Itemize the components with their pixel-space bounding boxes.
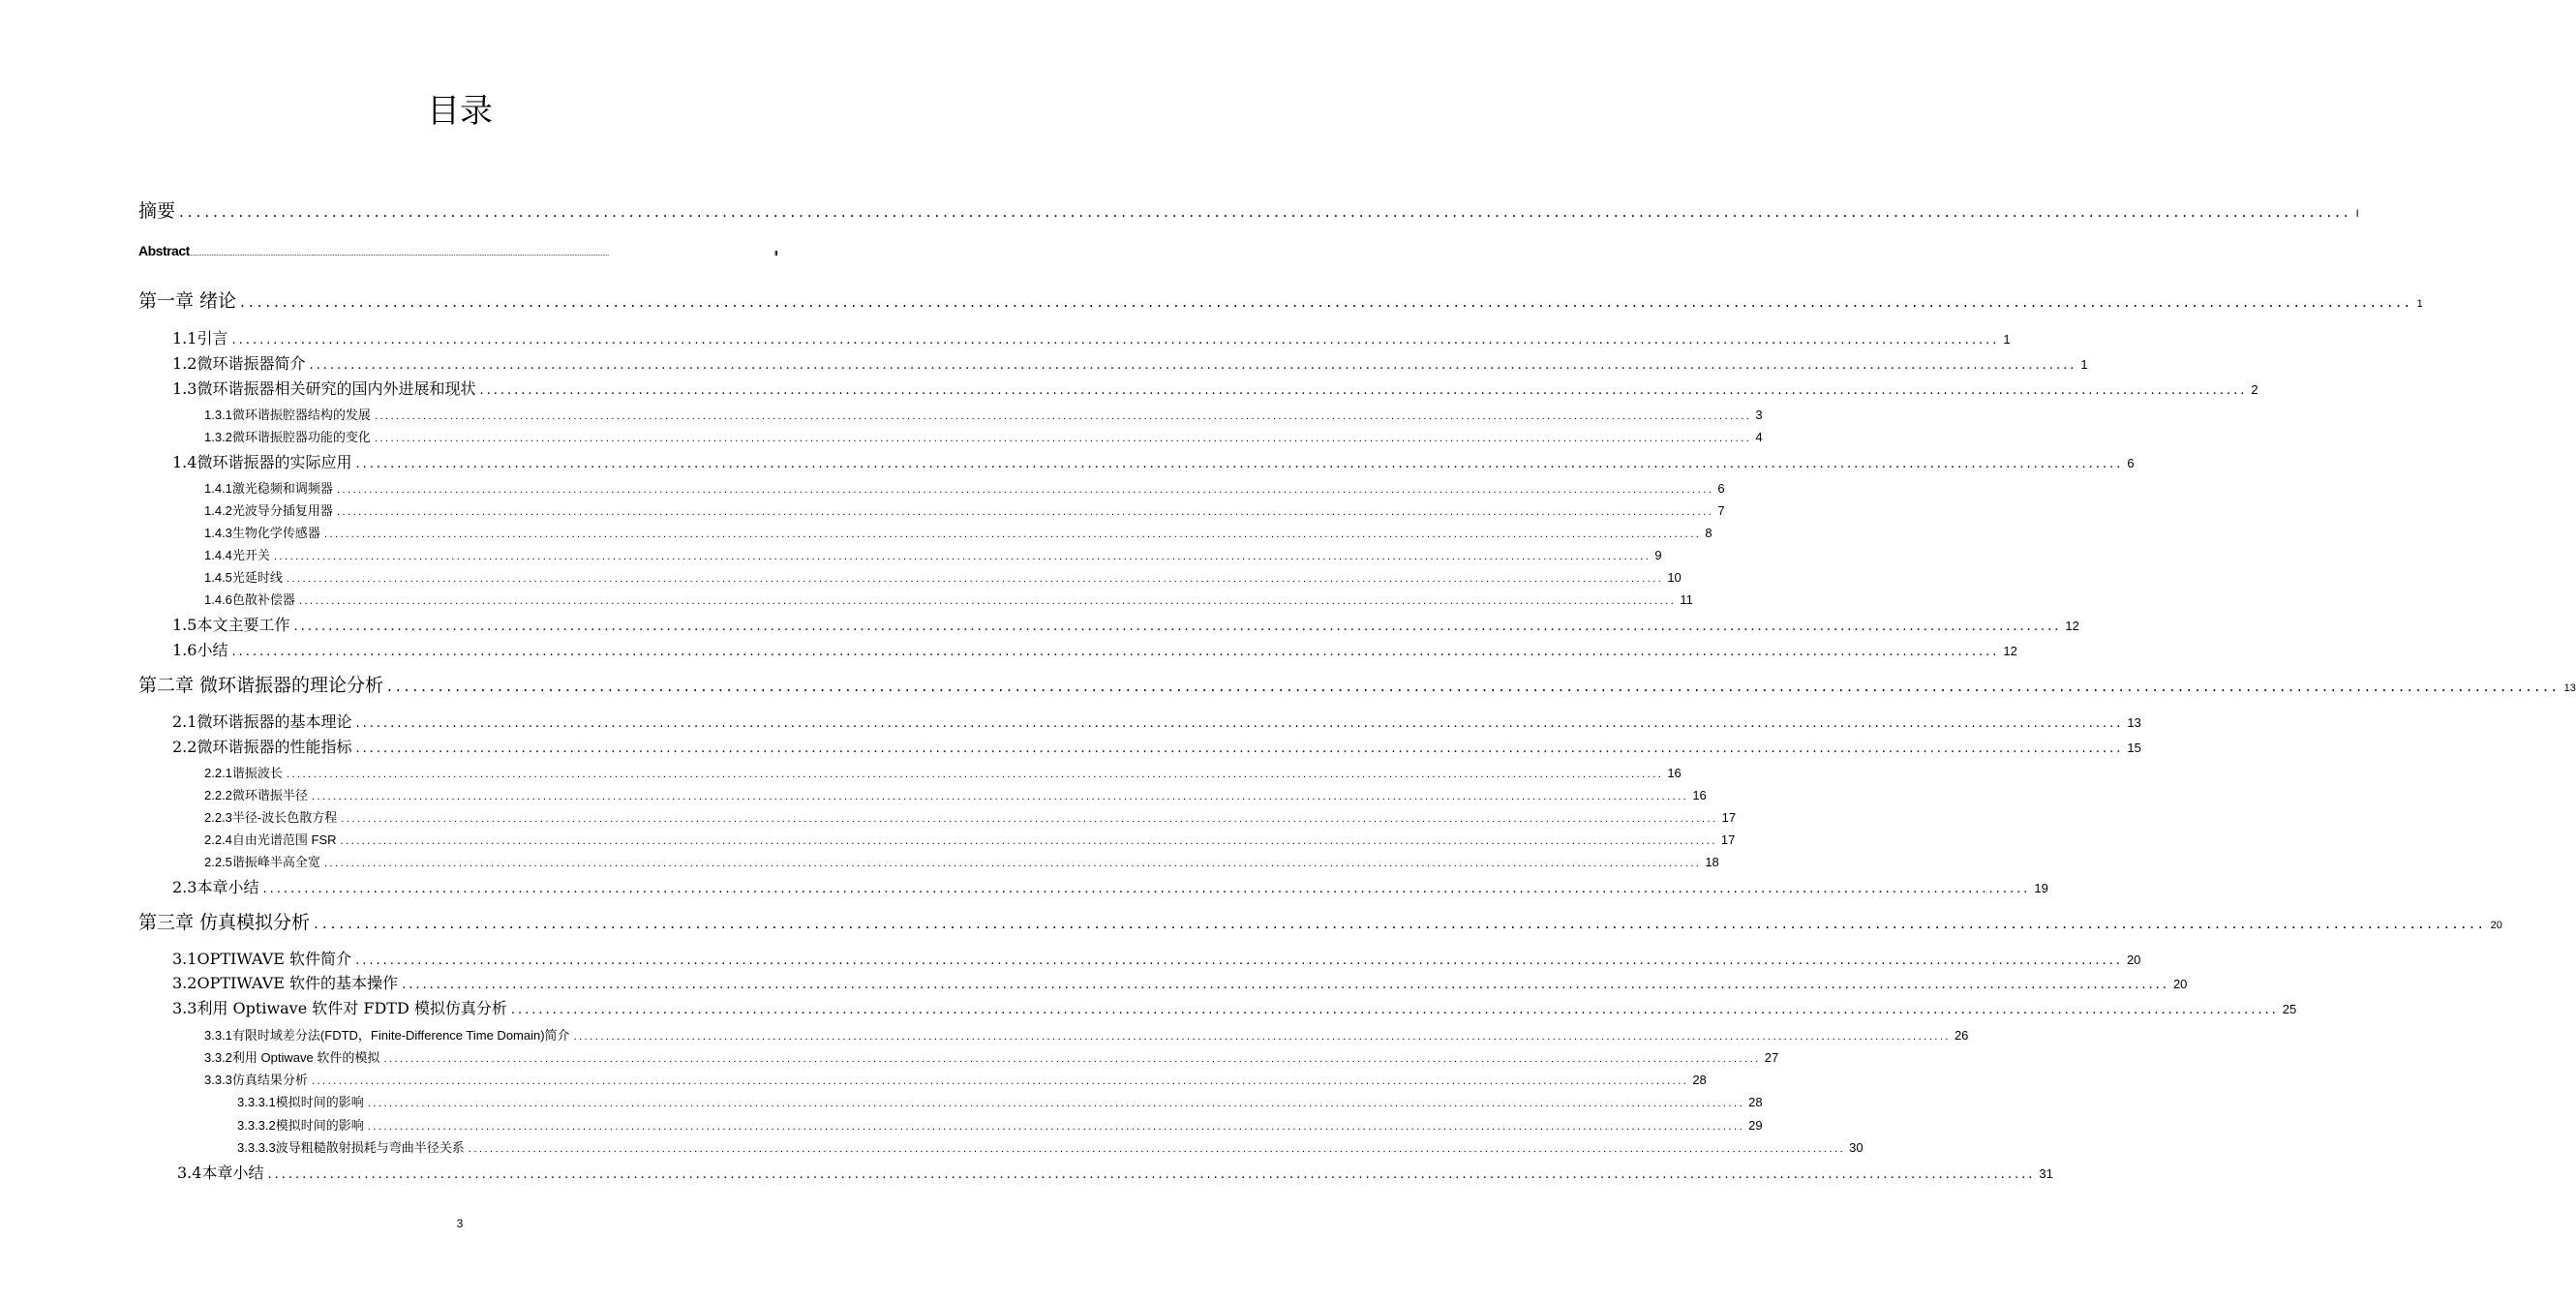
toc-entry-number: 2.3 [172,878,197,896]
toc-entry-title: 谐振峰半高全宽 [231,855,320,869]
dot-leader: ................................................................................................................................................................................................................................................................ [355,741,2124,756]
toc-entry-abstract-en[interactable] [138,243,777,258]
dot-leader: ................................................................................................................................................................................................................................................................ [336,484,1714,496]
toc-entry-number: 1.4.3 [204,526,232,540]
toc-entry-title: 小结 [197,641,228,659]
dot-leader: ................................................................................................................................................................................................................................................................ [336,506,1714,518]
dot-leader: ................................................................................................................................................................................................................................................................ [402,978,2169,992]
toc-entry-title: 第二章 微环谐振器的理论分析 [138,675,384,696]
dot-leader: ................................................................................................................................................................................................................................................................ [355,457,2124,471]
toc-page-number: 2 [2251,382,2258,397]
toc-page-number: 28 [1692,1073,1707,1087]
dot-leader: ................................................................................................................................................................................................................................................................ [311,791,1689,802]
toc-entry-title: OPTIWAVE 软件的基本操作 [197,974,399,992]
toc-entry-title: 谐振波长 [231,766,283,780]
toc-entry-number: 3.4 [177,1164,202,1182]
dot-leader: ................................................................................................................................................................................................................................................................ [367,1121,1745,1133]
toc-entry-title: 第一章 绪论 [138,290,237,312]
toc-entry-1-3-2[interactable] [204,427,1763,445]
toc-page-number: 8 [1705,526,1712,540]
toc-entry-title: 第三章 仿真模拟分析 [138,912,311,933]
toc-page-number: 19 [2034,881,2048,895]
toc-entry-number: 1.3 [172,379,197,398]
toc-entry-title: 微环谐振器的实际应用 [197,453,352,471]
dot-leader: ................................................................................................................................................................................................................................................................ [323,529,1702,540]
toc-entry-3-3-3-1[interactable] [237,1092,1763,1110]
toc-entry-number: 1.3.2 [204,430,232,444]
toc-entry-number: 1.4.4 [204,548,232,562]
toc-entry-3-2[interactable] [172,971,2188,993]
toc-page-number: 1 [2416,298,2423,310]
toc-entry-number: 3.3 [172,999,197,1017]
toc-entry-title: 微环谐振腔器功能的变化 [231,430,371,444]
dot-leader: ................................................................................................................................................................................................................................................................ [240,293,2413,311]
dot-leader: ................................................................................................................................................................................................................................................................ [286,573,1664,585]
toc-entry-number: 1.1 [172,329,197,348]
toc-entry-number: 3.3.3 [204,1073,232,1087]
toc-entry-number: 3.3.3.2 [237,1118,276,1133]
toc-page-number: 17 [1720,832,1736,847]
toc-entry-number: 1.4.6 [204,592,232,607]
toc-page-number: 20 [2172,977,2188,991]
toc-entry-title: Abstract [138,243,190,258]
toc-page-number: 1 [2080,357,2088,372]
toc-page-number: 6 [1717,481,1725,496]
toc-entry-number: 2.2.2 [204,788,232,802]
toc-entry-title: 仿真结果分析 [231,1073,308,1087]
toc-entry-2-2-4[interactable] [204,830,1736,848]
toc-entry-2-3[interactable] [172,875,2048,897]
toc-entry-title: 微环谐振器相关研究的国内外进展和现状 [197,379,476,398]
toc-page-number: 11 [1680,592,1693,607]
toc-entry-title: 微环谐振器的基本理论 [197,712,352,731]
dot-leader: ................................................................................................................................................................................................................................................................ [298,595,1677,607]
toc-page-number: 7 [1717,503,1725,518]
toc-page-number: 12 [2003,644,2017,658]
toc-entry-number: 3.2 [172,974,197,992]
toc-page-number: II [774,251,777,257]
dot-leader: ................................................................................................................................................................................................................................................................ [323,858,1702,869]
toc-entry-title: 本文主要工作 [197,616,290,634]
toc-page-number: 15 [2127,741,2141,755]
toc-entry-1-4-3[interactable] [204,523,1712,541]
toc-entry-number: 2.1 [172,712,197,731]
toc-page-number: 30 [1849,1140,1864,1155]
toc-entry-1-4-4[interactable] [204,545,1662,563]
dot-leader: ................................................................................................................................................................................................................................................................ [314,915,2487,932]
toc-entry-3-3-2[interactable] [204,1047,1779,1066]
toc-page-number: 20 [2126,953,2141,967]
toc-entry-number: 3.3.3.1 [237,1095,276,1109]
toc-entry-title: 光波导分插复用器 [231,503,333,518]
toc-entry-number: 3.3.3.3 [237,1140,276,1155]
toc-page-number: 13 [2563,682,2576,694]
toc-page-number: 3 [1755,408,1763,422]
toc-page-number: 1 [2003,332,2011,347]
toc-entry-title: 微环谐振器的性能指标 [197,738,352,756]
toc-entry-2-2-2[interactable] [204,785,1707,803]
dot-leader: ................................................................................................................................................................................................................................................................ [383,1053,1761,1065]
toc-entry-title: 有限时域差分法(FDTD，Finite-Difference Time Domain)简介 [231,1028,570,1043]
toc-entry-2-2-5[interactable] [204,852,1719,870]
toc-page-number: 29 [1748,1118,1763,1133]
toc-entry-1-5[interactable] [172,613,2079,635]
toc-page-number: 28 [1748,1095,1763,1109]
toc-entry-title: 色散补偿器 [231,592,295,607]
toc-entry-number: 1.4.1 [204,481,232,496]
toc-entry-3-1[interactable] [172,947,2141,969]
dot-leader: ................................................................................................................................................................................................................................................................ [231,333,2000,348]
toc-entry-title: OPTIWAVE 软件简介 [197,950,352,968]
toc-entry-number: 3.1 [172,950,197,968]
toc-entry-number: 2.2.5 [204,855,232,869]
dot-leader: ................................................................................................................................................................................................................................................................ [190,252,610,257]
toc-entry-title: 微环谐振腔器结构的发展 [231,408,371,422]
toc-page-number: 16 [1692,788,1707,802]
toc-entry-3-3-3-3[interactable] [237,1137,1864,1156]
toc-entry-number: 1.5 [172,616,197,634]
toc-entry-title: 光开关 [231,548,270,562]
page-number: 3 [456,1217,464,1230]
toc-entry-title: 半径-波长色散方程 [231,810,338,825]
toc-entry-title: 波导粗糙散射损耗与弯曲半径关系 [275,1140,465,1155]
toc-entry-number: 2.2.3 [204,810,232,825]
toc-entry-number: 3.3.1 [204,1028,232,1043]
toc-entry-number: 2.2 [172,738,197,756]
dot-leader: ................................................................................................................................................................................................................................................................ [468,1143,1846,1155]
toc-entry-number: 1.6 [172,641,197,659]
toc-page-number: 10 [1667,570,1682,585]
toc-entry-number: 1.4.5 [204,570,232,585]
dot-leader: ................................................................................................................................................................................................................................................................ [479,383,2248,398]
dot-leader: ................................................................................................................................................................................................................................................................ [311,1075,1689,1087]
toc-entry-number: 2.2.4 [204,832,232,847]
toc-entry-3-3-1[interactable] [204,1025,1969,1044]
toc-entry-title: 本章小结 [197,878,259,896]
toc-entry-title: 激光稳频和调频器 [231,481,333,496]
toc-entry-chapter-3[interactable] [138,908,2502,934]
dot-leader: ................................................................................................................................................................................................................................................................ [387,678,2561,695]
toc-entry-abstract-cn[interactable] [138,197,2359,223]
toc-entry-title: 利用 Optiwave 软件的模拟 [231,1050,380,1065]
dot-leader: ................................................................................................................................................................................................................................................................ [231,645,2000,659]
toc-entry-title: 自由光谱范围 FSR [231,832,337,847]
toc-entry-title: 引言 [197,329,228,348]
toc-entry-3-3-3-2[interactable] [237,1115,1763,1134]
toc-entry-title: 微环谐振半径 [231,788,308,802]
toc-page-number: 26 [1954,1028,1969,1043]
dot-leader: ................................................................................................................................................................................................................................................................ [179,203,2352,221]
toc-page-number: I [2355,208,2359,220]
toc-entry-2-2-3[interactable] [204,807,1737,826]
toc-entry-number: 1.4 [172,453,197,471]
toc-entry-title: 摘要 [138,200,176,222]
toc-entry-title: 模拟时间的影响 [275,1118,364,1133]
toc-entry-2-2[interactable] [172,735,2141,757]
dot-leader: ................................................................................................................................................................................................................................................................ [273,551,1652,562]
toc-entry-2-2-1[interactable] [204,763,1682,781]
toc-entry-2-1[interactable] [172,710,2141,732]
toc-entry-number: 1.4.2 [204,503,232,518]
dot-leader: ................................................................................................................................................................................................................................................................ [367,1098,1745,1109]
dot-leader: ................................................................................................................................................................................................................................................................ [340,835,1717,847]
toc-entry-title: 光延时线 [231,570,283,585]
toc-page-number: 13 [2127,715,2141,730]
dot-leader: ................................................................................................................................................................................................................................................................ [374,410,1752,422]
toc-entry-number: 3.3.2 [204,1050,232,1065]
toc-entry-title: 模拟时间的影响 [275,1095,364,1109]
dot-leader: ................................................................................................................................................................................................................................................................ [286,769,1664,780]
toc-entry-number: 1.2 [172,354,197,373]
toc-page-number: 27 [1764,1050,1779,1065]
dot-leader: ................................................................................................................................................................................................................................................................ [309,358,2077,373]
dot-leader: ................................................................................................................................................................................................................................................................ [355,716,2124,731]
toc-entry-title: 利用 Optiwave 软件对 FDTD 模拟仿真分析 [197,999,507,1017]
toc-entry-chapter-1[interactable] [138,287,2423,313]
toc-page-number: 20 [2490,920,2502,931]
toc-page-number: 25 [2282,1002,2297,1016]
dot-leader: ................................................................................................................................................................................................................................................................ [510,1003,2279,1017]
toc-entry-1-3[interactable] [172,377,2258,399]
toc-entry-1-1[interactable] [172,326,2011,348]
toc-page-number: 17 [1721,810,1737,825]
toc-entry-1-4-5[interactable] [204,567,1682,586]
toc-entry-number: 1.3.1 [204,408,232,422]
toc-entry-3-3-3[interactable] [204,1070,1707,1088]
toc-entry-1-3-1[interactable] [204,405,1763,423]
toc-entry-1-4-6[interactable] [204,590,1693,608]
dot-leader: ................................................................................................................................................................................................................................................................ [262,882,2031,896]
toc-entry-number: 2.2.1 [204,766,232,780]
toc-page-number: 4 [1755,430,1763,444]
toc-page-number: 9 [1654,548,1662,562]
toc-page-number: 6 [2127,456,2135,470]
toc-page-number: 18 [1705,855,1719,869]
dot-leader: ................................................................................................................................................................................................................................................................ [374,433,1752,444]
toc-entry-chapter-2[interactable] [138,671,2576,697]
toc-page-number: 12 [2065,619,2079,633]
dot-leader: ................................................................................................................................................................................................................................................................ [341,813,1718,825]
toc-entry-1-4-2[interactable] [204,500,1725,519]
toc-entry-title: 生物化学传感器 [231,526,320,540]
dot-leader: ................................................................................................................................................................................................................................................................ [355,953,2123,968]
toc-entry-1-4[interactable] [172,450,2135,472]
toc-entry-1-6[interactable] [172,638,2017,660]
toc-entry-3-4[interactable] [177,1161,2053,1183]
toc-entry-title: 本章小结 [201,1164,264,1182]
toc-entry-1-2[interactable] [172,351,2088,374]
dot-leader: ................................................................................................................................................................................................................................................................ [267,1167,2036,1182]
toc-entry-title: 微环谐振器简介 [197,354,306,373]
page-title: 目录 [427,92,493,131]
dot-leader: ................................................................................................................................................................................................................................................................ [293,620,2062,634]
toc-entry-1-4-1[interactable] [204,478,1725,497]
toc-entry-3-3[interactable] [172,996,2297,1018]
toc-page-number: 31 [2039,1166,2053,1181]
dot-leader: ................................................................................................................................................................................................................................................................ [573,1031,1951,1043]
toc-page-number: 16 [1667,766,1682,780]
